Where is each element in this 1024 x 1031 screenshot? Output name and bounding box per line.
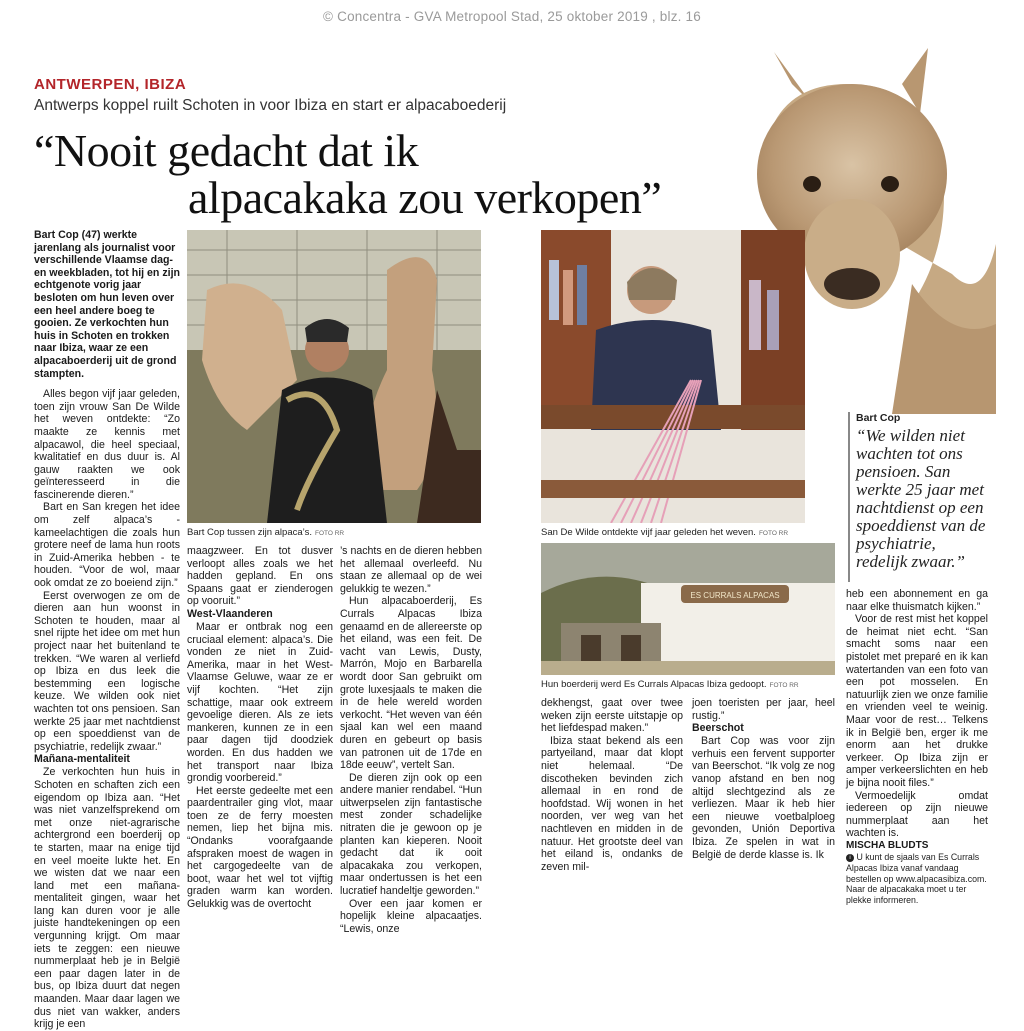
col2-paragraph-2: Maar er ontbrak nog een cruciaal element: alpaca’s. Die vonden ze niet in Zuid-Amerika, maar in het West-Vlaamse Geluwe, waar ze er vijf kochten. “Het zijn schattige, maar ook extreem gevoelige dieren. Als ze iets mankeren, kunnen ze in een paar dagen tijd doodziek worden. En dus hadden we het transport naar Ibiza grondig voorbereid.” <box>187 620 333 785</box>
article-column-4 <box>541 697 683 873</box>
col1-paragraph-2: Bart en San kregen het idee om zelf alpaca’s - kameelachtigen die zoals hun grotere neef de lama hun roots in Zuid-Amerika hebben - te houden. “Voor de wol, maar ook omdat ze zo boeiend zijn.” <box>34 501 180 590</box>
quote-rule <box>848 412 850 582</box>
author-byline: MISCHA BLUDTS <box>846 839 929 851</box>
article-column-5 <box>692 697 835 861</box>
article-column-2 <box>187 545 333 911</box>
info-icon: i <box>846 854 854 862</box>
article-column-1 <box>34 229 180 1031</box>
col2-paragraph-1: maagzweer. En tot dusver verloopt alles zoals we het hadden gepland. En ons Spaans gaat er zienderogen op vooruit.” <box>187 545 333 608</box>
info-note: i U kunt de sjaals van Es Currals Alpacas Ibiza vanaf vandaag bestellen op www.alpacasibiza.com. Naar de alpacakaka moet u ter plekke informeren. <box>846 852 987 905</box>
col4-paragraph-2: Ibiza staat bekend als een partyeiland, maar dat klopt niet helemaal. “De discotheken bevinden zich allemaal in en rond de hoofdstad. Wij wonen in het noorden, ver weg van het nachtleven en midden in de natuur. Het grootste deel van het eiland is, ondanks de zeven mil- <box>541 734 683 873</box>
col2-paragraph-3: Het eerste gedeelte met een paardentrailer ging vlot, maar toen ze de ferry moesten nemen, liep het bijna mis. “Ondanks voorafgaande afspraken moest de wagen in het cargogedeelte van de boot, waar het wel tot vijftig graden warm kan worden. Gelukkig was de overtocht <box>187 784 333 911</box>
col4-paragraph-1: dekhengst, gaat over twee weken zijn eerste uitstapje op het liefdespad maken.” <box>541 697 683 735</box>
headline-line-2: alpacakaka zou verkopen” <box>188 172 662 223</box>
article-lead: Bart Cop (47) werkte jarenlang als journalist voor verschillende Vlaamse dag- en weekbladen, tot hij en zijn echtgenote vorig jaar besloten om hun leven over een heel andere boeg te gooien. Ze verkochten hun huis in Schoten en trokken naar Ibiza, waar ze een alpacaboerderij uit de grond stampten. <box>34 229 180 380</box>
quote-text: “We wilden niet wachten tot ons pensioen. San werkte 25 jaar met nachtdienst op een spoeddienst van de psychiatrie, redelijk zwaar.” <box>856 426 986 571</box>
bart-alpacas-photo <box>187 230 481 523</box>
col3-paragraph-3: De dieren zijn ook op een andere manier rendabel. “Hun uitwerpselen zijn fantastische mest zonder schadelijke nitraten die je gewoon op je planten kan kieperen. Nooit gedacht dat ik ooit alpacakaka zou verkopen, maar ondertussen is het een lucratief handeltje geworden.” <box>340 771 482 898</box>
quote-speaker: Bart Cop <box>856 412 901 424</box>
pull-quote <box>848 412 990 582</box>
col3-paragraph-2: Hun alpacaboerderij, Es Currals Alpacas Ibiza genaamd en de allereerste op het eiland, was een feit. De vacht van Lewis, Dusty, Marrón, Mojo en Barbarella wordt door San gebruikt om grote luxesjaals te maken die in de hele wereld worden verkocht. “Het weven van één sjaal kan wel een maand duren en gebeurt op basis van patronen uit de 17de en 18de eeuw”, vertelt San. <box>340 595 482 772</box>
col6-paragraph-3: Vermoedelijk omdat iedereen op zijn nieuwe nummerplaat aan het wachten is. <box>846 789 988 840</box>
col3-paragraph-4: Over een jaar komen er hopelijk kleine alpacaatjes. “Lewis, onze <box>340 897 482 935</box>
weaving-photo <box>541 230 805 523</box>
photo3-caption: Hun boerderij werd Es Currals Alpacas Ibiza gedoopt. FOTO RR <box>541 679 799 690</box>
article-column-3 <box>340 545 482 935</box>
col1-paragraph-3: Eerst overwogen ze om de dieren aan hun woonst in Schoten te houden, maar al snel rijpte het idee om met hun project naar het buitenland te trekken. “We waren al verliefd op Ibiza en dus leek die bestemming een logische keuze. We wilden ook niet wachten tot ons pensioen. San werkte 25 jaar met nachtdienst op een spoeddienst van de psychiatrie, redelijk zwaar.” <box>34 589 180 753</box>
col5-paragraph-1: joen toeristen per jaar, heel rustig.” <box>692 697 835 722</box>
headline-line-1: “Nooit gedacht dat ik <box>34 125 419 176</box>
photo2-caption: San De Wilde ontdekte vijf jaar geleden het weven. FOTO RR <box>541 527 789 538</box>
section-title-beerschot: Beerschot <box>692 722 744 735</box>
col6-paragraph-1: heb een abonnement en ga naar elke thuismatch kijken.” <box>846 588 988 613</box>
page-source-header: © Concentra - GVA Metropool Stad, 25 oktober 2019 , blz. 16 <box>323 9 701 24</box>
col1-paragraph-4: Ze verkochten hun huis in Schoten en schaften zich een eigendom op Ibiza aan. “Het was niet vanzelfsprekend om met onze niet-agrarische achtergrond een boerderij op te starten, maar na enige tijd en veel moeite lukte het. En we wisten dat we naar een land met een mañana-mentaliteit gingen, waar het lang kan duren voor je alle juiste handtekeningen op een vergunning krijgt. Om maar iets te zeggen: een nieuwe nummerplaat heb je in België een paar dagen later in de bus, op Ibiza duurt dat negen maanden. Maar daar lagen we dus niet van wakker, anders krijg je een <box>34 766 180 1031</box>
col6-paragraph-2: Voor de rest mist het koppel de heimat niet echt. “San smacht soms naar een pistolet met preparé en ik kan watertanden van een foto van een pot mosselen. En natuurlijk zien we onze familie en vrienden veel te weinig. Maar voor de rest… Telkens ik in België ben, erger ik me enorm aan het drukke verkeer. Op Ibiza zijn er amper verkeerslichten en heb je bijna nooit files.” <box>846 613 988 789</box>
article-column-6 <box>846 588 988 905</box>
col1-paragraph-1: Alles begon vijf jaar geleden, toen zijn vrouw San De Wilde het weven ontdekte: “Zo maakte ze kennis met alpacawol, die heel speciaal, kwalitatief en dus duur is. Al gauw raakten we ook geïnteresseerd in die fascinerende dieren.” <box>34 388 180 501</box>
section-title-manana: Mañana-mentaliteit <box>34 753 130 766</box>
article-subhead: Antwerps koppel ruilt Schoten in voor Ibiza en start er alpacaboederij <box>34 97 507 114</box>
farm-sign-text: ES CURRALS ALPACAS <box>690 591 780 600</box>
col5-paragraph-2: Bart Cop was voor zijn verhuis een fervent supporter van Beerschot. “Ik volg ze nog vanop afstand en ben nog altijd slechtgezind als ze verliezen. Maar ik heb hier een nieuwe voetbalploeg gevonden, Unión Deportiva Ibiza. Ze spelen in wat in België de derde klasse is. Ik <box>692 735 835 861</box>
farm-photo <box>541 543 835 675</box>
col3-paragraph-1: ’s nachts en de dieren hebben het allemaal overleefd. Nu staan ze allemaal op de wei gelukkig te wezen.” <box>340 545 482 595</box>
section-title-west-vlaanderen: West-Vlaanderen <box>187 607 273 620</box>
photo1-caption: Bart Cop tussen zijn alpaca’s. FOTO RR <box>187 527 345 538</box>
article-kicker: ANTWERPEN, IBIZA <box>34 76 187 93</box>
